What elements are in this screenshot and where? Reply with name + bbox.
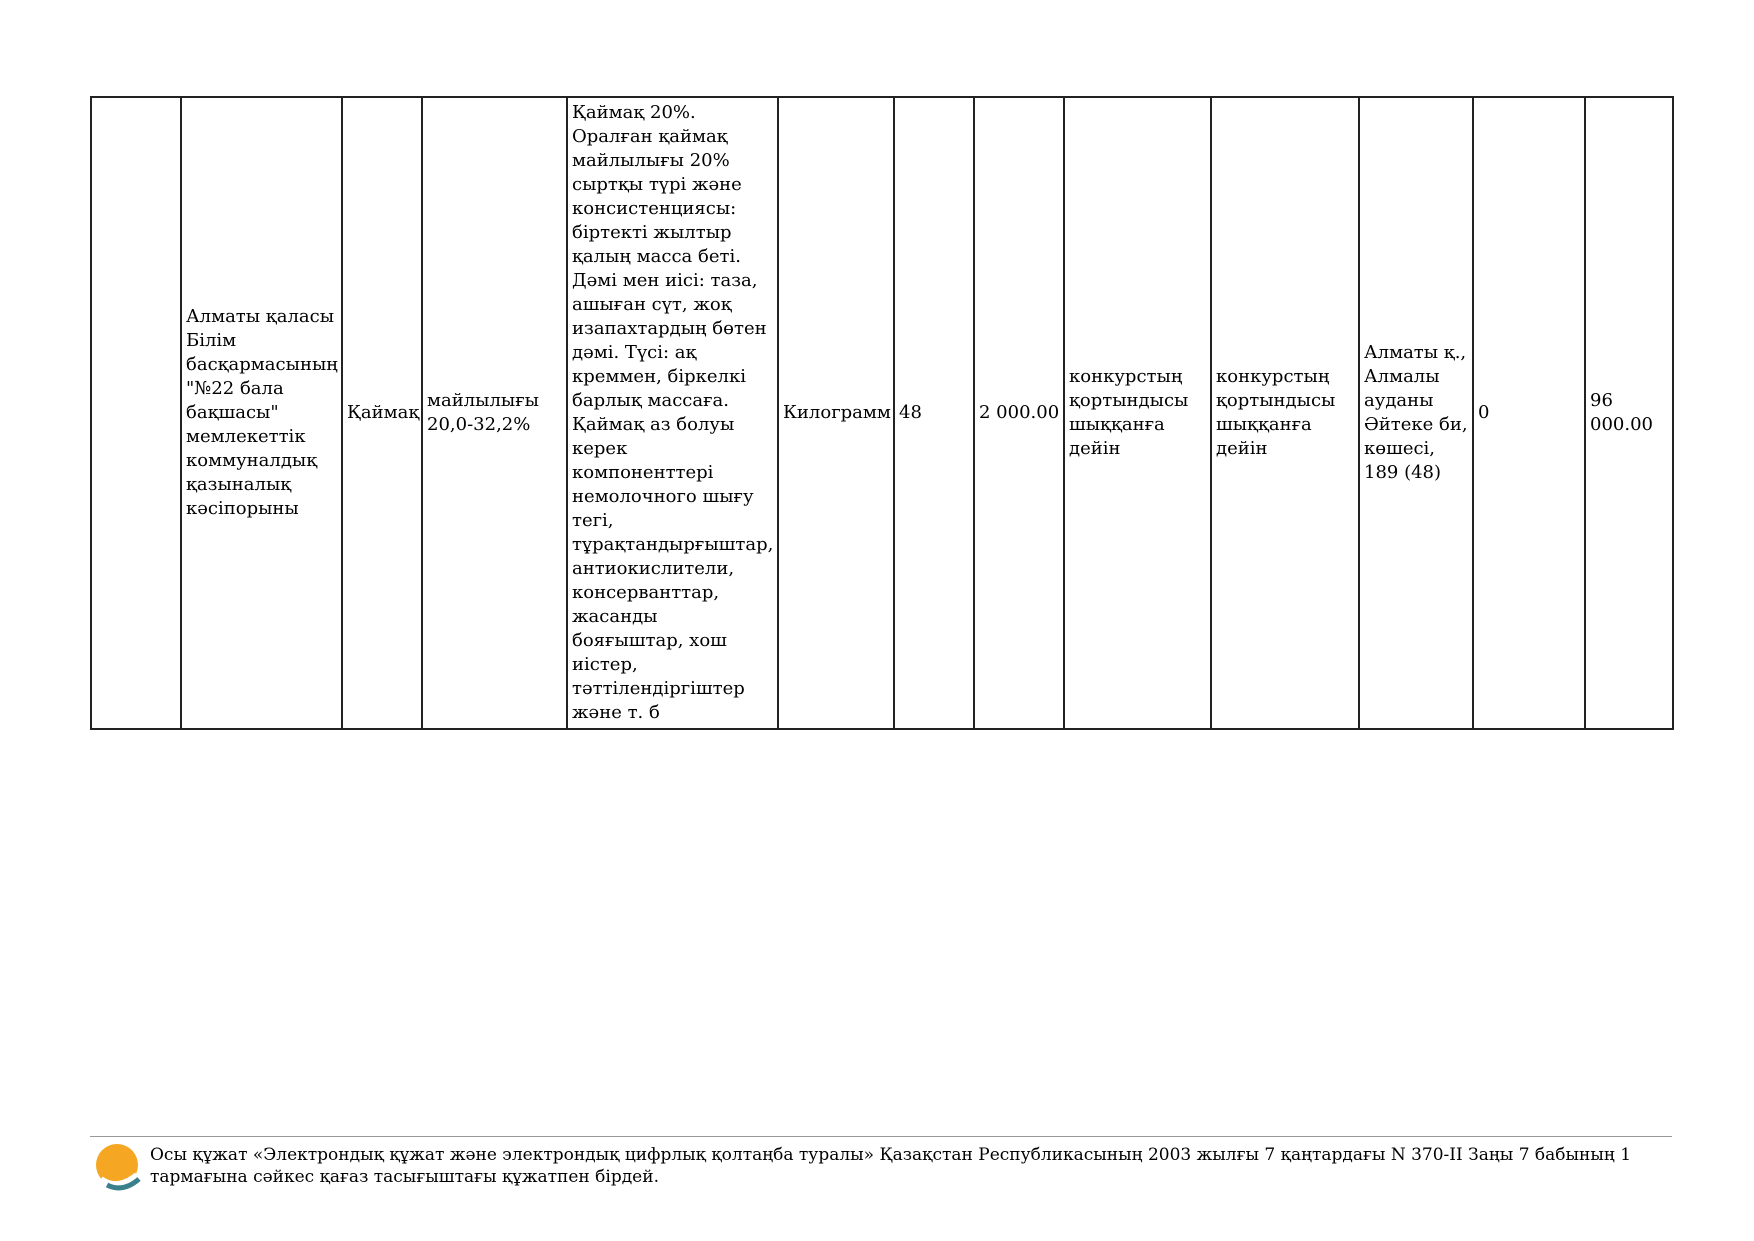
row-number-cell	[91, 97, 181, 729]
address-cell: Алматы қ., Алмалы ауданы Әйтеке би, көшесі, 189 (48)	[1359, 97, 1473, 729]
full-spec-cell	[567, 97, 778, 729]
spec-line: жасанды	[572, 606, 658, 627]
spec-line: Қаймақ 20%.	[572, 102, 696, 123]
spec-line: компоненттері	[572, 462, 714, 483]
spec-line: Оралған қаймақ	[572, 126, 728, 147]
organization-cell: Алматы қаласы Білім басқармасының "№22 бала бақшасы" мемлекеттік коммуналдық қазыналық кәсіпорыны	[181, 97, 342, 729]
advance-cell: 0	[1473, 97, 1585, 729]
spec-line: тегі,	[572, 510, 614, 531]
delivery-term-cell: конкурстың қортындысы шыққанға дейін	[1064, 97, 1211, 729]
spec-line: сыртқы түрі және	[572, 174, 742, 195]
spec-line: Дәмі мен иісі: таза,	[572, 270, 758, 291]
spec-line: бояғыштар, хош	[572, 630, 727, 651]
quantity-cell: 48	[894, 97, 974, 729]
footer-legal-text: Осы құжат «Электрондық құжат және электрондық цифрлық қолтаңба туралы» Қазақстан Республикасының 2003 жылғы 7 қаңтардағы N 370-II Заңы 7 бабының 1 тармағына сәйкес қағаз тасығыштағы құжатпен бірдей.	[150, 1145, 1632, 1187]
spec-line: дәмі. Түсі: ақ	[572, 342, 697, 363]
spec-line: изапахтардың бөтен	[572, 318, 767, 339]
sun-logo-icon	[93, 1141, 145, 1193]
spec-line: Қаймақ аз болуы	[572, 414, 735, 435]
short-spec-cell: майлылығы 20,0-32,2%	[422, 97, 567, 729]
spec-line: иістер,	[572, 654, 638, 675]
procurement-table	[90, 96, 1674, 730]
spec-line: барлық массаға.	[572, 390, 729, 411]
spec-line: қалың масса беті.	[572, 246, 741, 267]
spec-line: креммен, біркелкі	[572, 366, 746, 387]
spec-line: майлылығы 20%	[572, 150, 730, 171]
spec-line: консерванттар,	[572, 582, 720, 603]
spec-line: және т. б	[572, 702, 660, 723]
spec-line: керек	[572, 438, 628, 459]
spec-line: біртекті жылтыр	[572, 222, 732, 243]
spec-line: немолочного шығу	[572, 486, 754, 507]
document-footer	[90, 1136, 1672, 1187]
spec-line: консистенциясы:	[572, 198, 737, 219]
spec-line: тұрақтандырғыштар,	[572, 534, 774, 555]
spec-line: тәттілендіргіштер	[572, 678, 745, 699]
delivery-term-2-cell: конкурстың қортындысы шыққанға дейін	[1211, 97, 1359, 729]
price-cell: 2 000.00	[974, 97, 1064, 729]
spec-line: ашыған сүт, жоқ	[572, 294, 732, 315]
spec-line: антиокислители,	[572, 558, 735, 579]
unit-cell: Килограмм	[778, 97, 894, 729]
table-row	[91, 97, 1673, 729]
item-name-cell: Қаймақ	[342, 97, 422, 729]
total-cell: 96 000.00	[1585, 97, 1673, 729]
